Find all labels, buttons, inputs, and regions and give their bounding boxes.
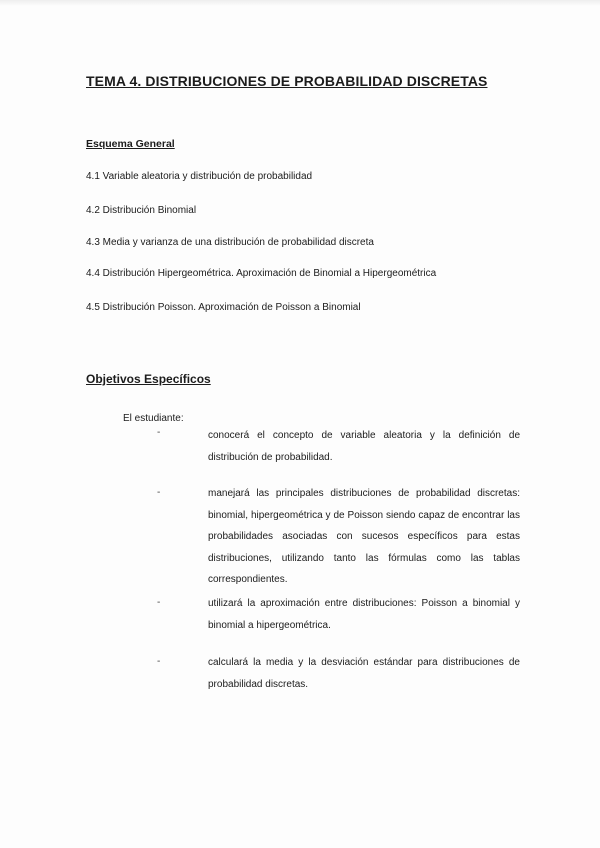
esquema-item: 4.4 Distribución Hipergeométrica. Aproximación de Binomial a Hipergeométrica	[86, 268, 437, 279]
bullet-dash: -	[157, 656, 161, 667]
objetivo-text: conocerá el concepto de variable aleatoria y la definición de distribución de probabilidad.	[208, 430, 520, 463]
bullet-dash: -	[157, 427, 161, 438]
objetivo-text: utilizará la aproximación entre distribuciones: Poisson a binomial y binomial a hipergeométrica.	[208, 598, 520, 631]
esquema-item: 4.1 Variable aleatoria y distribución de probabilidad	[86, 171, 313, 182]
esquema-item: 4.5 Distribución Poisson. Aproximación de Poisson a Binomial	[86, 302, 361, 313]
objetivos-intro: El estudiante:	[123, 413, 184, 424]
esquema-heading: Esquema General	[86, 138, 175, 150]
objetivo-text: manejará las principales distribuciones de probabilidad discretas: binomial, hipergeométrica y de Poisson siendo capaz de encontrar las probabilidades asociadas con sucesos específicos para estas distribuciones, utilizando tanto las fórmulas como las tablas correspondientes.	[208, 488, 520, 585]
scan-edge	[0, 0, 600, 6]
bullet-dash: -	[157, 597, 161, 608]
esquema-item: 4.3 Media y varianza de una distribución de probabilidad discreta	[86, 237, 374, 248]
esquema-item: 4.2 Distribución Binomial	[86, 205, 197, 216]
bullet-dash: -	[157, 487, 161, 498]
objetivos-heading: Objetivos Específicos	[86, 372, 211, 386]
objetivo-text: calculará la media y la desviación estándar para distribuciones de probabilidad discretas.	[208, 657, 520, 690]
document-title: TEMA 4. DISTRIBUCIONES DE PROBABILIDAD DISCRETAS	[86, 73, 488, 89]
